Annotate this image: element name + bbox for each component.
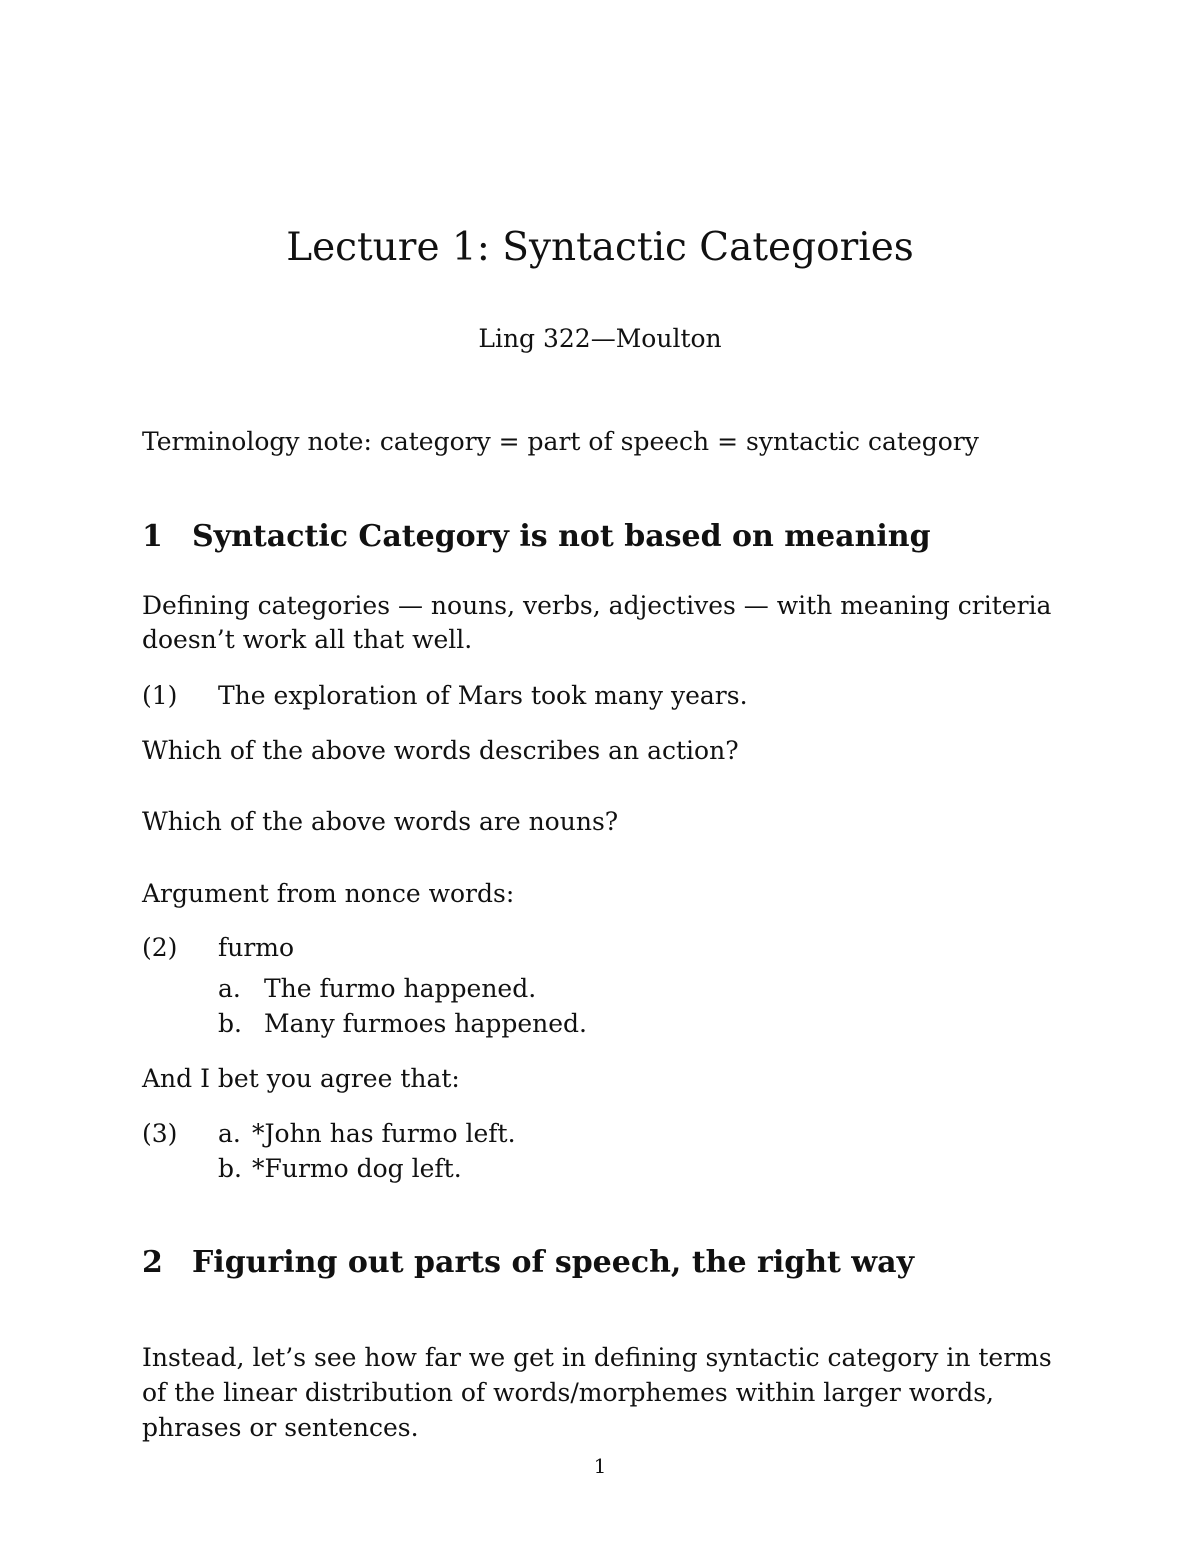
terminology-note: Terminology note: category = part of speech = syntactic category xyxy=(142,427,979,456)
example-2b-text: Many furmoes happened. xyxy=(264,1009,587,1038)
section-2-title: Figuring out parts of speech, the right way xyxy=(192,1245,915,1280)
page-title: Lecture 1: Syntactic Categories xyxy=(286,225,914,270)
question-nouns: Which of the above words are nouns? xyxy=(142,807,619,836)
example-3a-text: *John has furmo left. xyxy=(252,1119,516,1148)
example-2a-label: a. xyxy=(218,974,241,1003)
question-action: Which of the above words describes an action? xyxy=(142,736,739,765)
agree-line: And I bet you agree that: xyxy=(142,1064,460,1093)
section-2-heading xyxy=(142,1243,914,1283)
example-1-text: The exploration of Mars took many years. xyxy=(218,681,748,710)
section-1-intro-line-1: Defining categories — nouns, verbs, adjectives — with meaning criteria xyxy=(142,591,1052,620)
example-1-number: (1) xyxy=(142,681,178,710)
nonce-intro: Argument from nonce words: xyxy=(142,879,515,908)
example-3a-label: a. xyxy=(218,1119,241,1148)
section-2-number: 2 xyxy=(142,1245,163,1280)
example-3-number: (3) xyxy=(142,1119,178,1148)
example-2b-label: b. xyxy=(218,1009,242,1038)
section-1-intro-line-2: doesn’t work all that well. xyxy=(142,625,473,654)
section-1-heading xyxy=(142,517,931,557)
example-3b-text: *Furmo dog left. xyxy=(252,1154,462,1183)
example-2-word: furmo xyxy=(218,933,295,962)
section-1-title: Syntactic Category is not based on meaning xyxy=(192,519,931,554)
example-2-number: (2) xyxy=(142,933,178,962)
example-2a-text: The furmo happened. xyxy=(264,974,537,1003)
course-author: Ling 322—Moulton xyxy=(478,324,722,353)
section-2-intro: Instead, let’s see how far we get in defining syntactic category in terms of the linear distribution of words/morphemes within larger words, phrases or sentences. xyxy=(142,1343,1052,1442)
example-3b-label: b. xyxy=(218,1154,242,1183)
page-number: 1 xyxy=(593,1454,607,1478)
section-1-number: 1 xyxy=(142,519,163,554)
